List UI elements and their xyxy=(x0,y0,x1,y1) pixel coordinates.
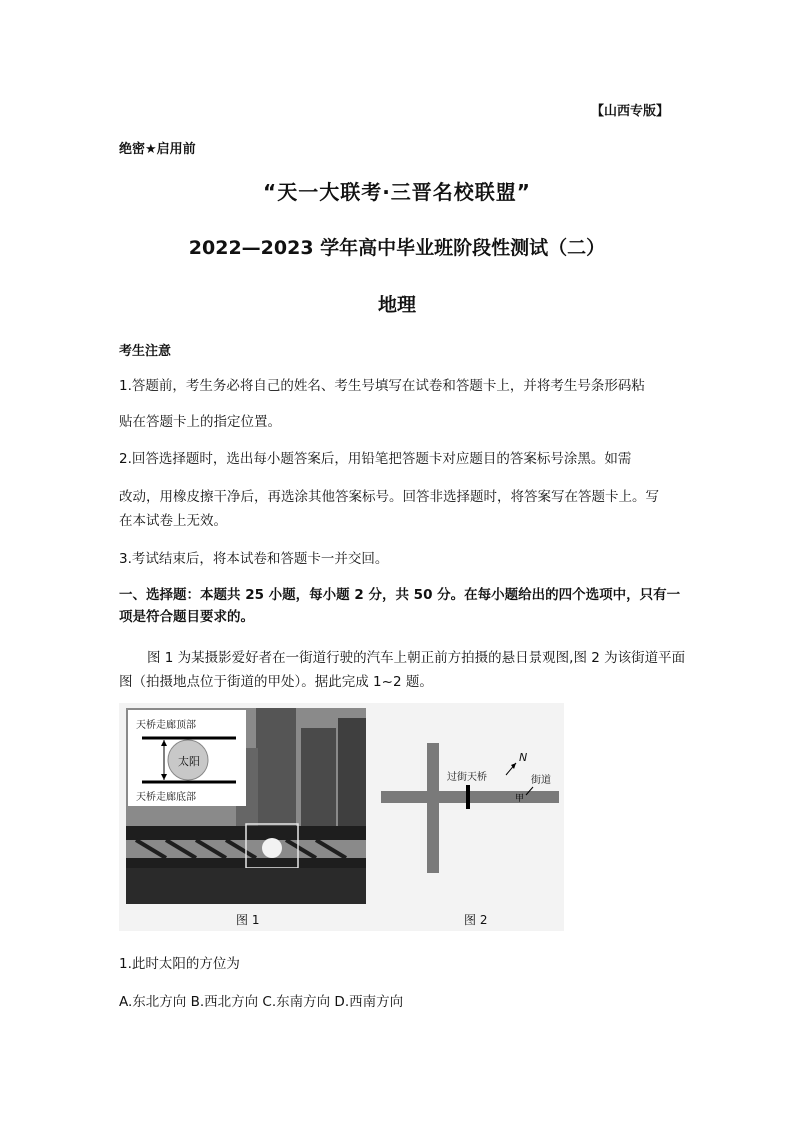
sun-label: 太阳 xyxy=(178,755,200,768)
photo-illustration xyxy=(126,708,366,904)
secret-label: 绝密★启用前 xyxy=(119,142,196,157)
notice-line-3: 2.回答选择题时，选出每小题答案后，用铅笔把答题卡对应题目的答案标号涂黑。如需 xyxy=(119,451,632,467)
street-label: 街道 xyxy=(531,775,551,786)
top-label: 天桥走廊顶部 xyxy=(136,720,196,731)
street-plan xyxy=(381,743,561,893)
exam-subtitle: 2022—2023 学年高中毕业班阶段性测试（二） xyxy=(188,237,606,259)
notice-line-2: 贴在答题卡上的指定位置。 xyxy=(119,414,281,430)
street-map-illustration xyxy=(381,743,561,893)
section-heading: 一、选择题：本题共 25 小题，每小题 2 分，共 50 分。在每小题给出的四个选项中，只有一项是符合题目要求的。 xyxy=(119,587,681,625)
figure-1-caption: 图 1 xyxy=(236,913,260,927)
notice-line-4: 改动，用橡皮擦干净后，再选涂其他答案标号。回答非选择题时，将答案写在答题卡上。写 xyxy=(119,489,659,505)
north-arrow-label: N xyxy=(519,751,528,764)
bottom-label: 天桥走廊底部 xyxy=(136,792,196,803)
figure-2-caption: 图 2 xyxy=(464,913,488,927)
region-label: 【山西专版】 xyxy=(590,104,669,119)
question-1-stem: 1.此时太阳的方位为 xyxy=(119,956,240,972)
notice-line-6: 3.考试结束后，将本试卷和答题卡一并交回。 xyxy=(119,551,389,567)
notice-line-5: 在本试卷上无效。 xyxy=(119,513,227,529)
notice-heading: 考生注意 xyxy=(119,344,172,359)
question-stem: 图 1 为某摄影爱好者在一街道行驶的汽车上朝正前方拍摄的悬日景观图,图 2 为该街道平面图（拍摄地点位于街道的甲处）。据此完成 1~2 题。 xyxy=(119,650,686,690)
subject-title: 地理 xyxy=(377,294,416,316)
bridge-label: 过街天桥 xyxy=(447,772,487,783)
sun-photo xyxy=(126,708,366,904)
notice-line-1: 1.答题前，考生务必将自己的姓名、考生号填写在试卷和答题卡上，并将考生号条形码粘 xyxy=(119,378,645,394)
figure-panel xyxy=(119,703,564,931)
exam-title: “天一大联考·三晋名校联盟” xyxy=(263,180,531,204)
point-jia-label: 甲 xyxy=(515,794,525,804)
question-1-options: A.东北方向 B.西北方向 C.东南方向 D.西南方向 xyxy=(119,994,404,1010)
